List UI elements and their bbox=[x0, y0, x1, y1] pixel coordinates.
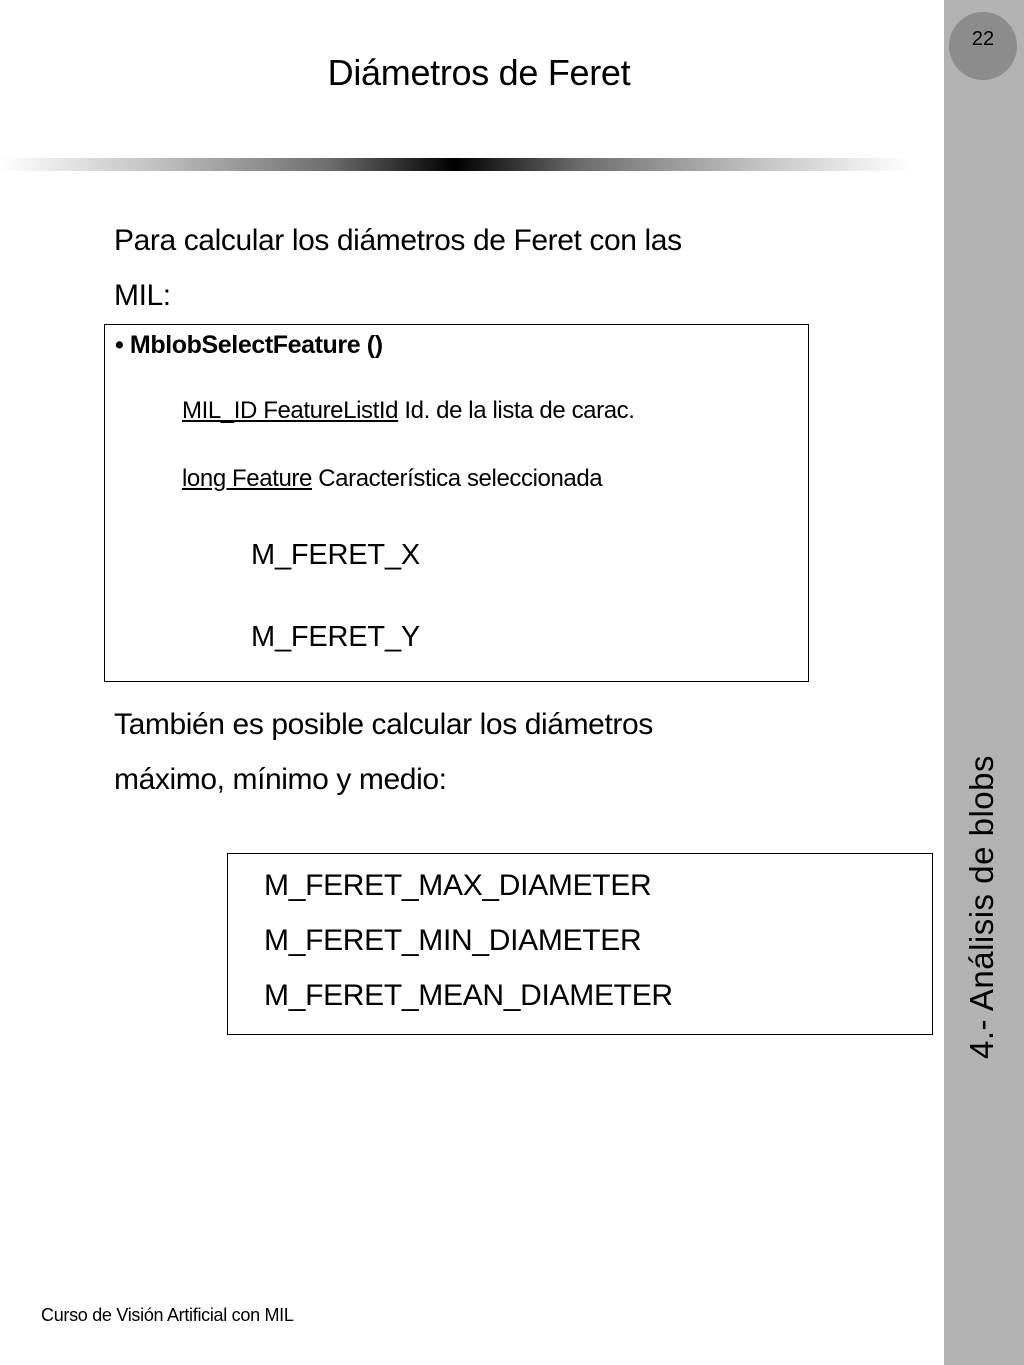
param-description: Id. de la lista de carac. bbox=[404, 397, 635, 424]
page-number: 22 bbox=[971, 28, 995, 50]
section-title-vertical: 4.- Análisis de blobs bbox=[963, 754, 1000, 1060]
diameter-min: M_FERET_MIN_DIAMETER bbox=[264, 924, 642, 957]
param-description: Característica seleccionada bbox=[318, 465, 603, 492]
diameter-box bbox=[227, 853, 933, 1035]
intro-line-1: Para calcular los diámetros de Feret con las bbox=[114, 224, 682, 257]
footer-text: Curso de Visión Artificial con MIL bbox=[41, 1305, 294, 1325]
param-feature-list-id bbox=[182, 397, 635, 425]
param-feature bbox=[182, 465, 602, 493]
diameter-max: M_FERET_MAX_DIAMETER bbox=[264, 869, 652, 902]
function-line bbox=[115, 331, 383, 360]
also-paragraph bbox=[114, 697, 754, 807]
param-name: MIL_ID FeatureListId bbox=[182, 397, 399, 424]
function-box bbox=[104, 324, 809, 682]
bullet: • bbox=[115, 331, 124, 359]
intro-paragraph bbox=[114, 213, 754, 323]
slide-title: Diámetros de Feret bbox=[327, 52, 631, 93]
page-number-badge bbox=[949, 12, 1017, 80]
intro-line-2: MIL: bbox=[114, 279, 171, 312]
diameter-mean: M_FERET_MEAN_DIAMETER bbox=[264, 979, 673, 1012]
also-line-2: máximo, mínimo y medio: bbox=[114, 763, 447, 796]
param-name: long Feature bbox=[182, 465, 312, 492]
also-line-1: También es posible calcular los diámetros bbox=[114, 708, 653, 741]
constant-feret-y: M_FERET_Y bbox=[251, 621, 421, 653]
title-divider bbox=[0, 158, 910, 171]
function-name: MblobSelectFeature () bbox=[129, 331, 383, 359]
constant-feret-x: M_FERET_X bbox=[251, 539, 421, 571]
sidebar-band bbox=[944, 0, 1024, 1365]
